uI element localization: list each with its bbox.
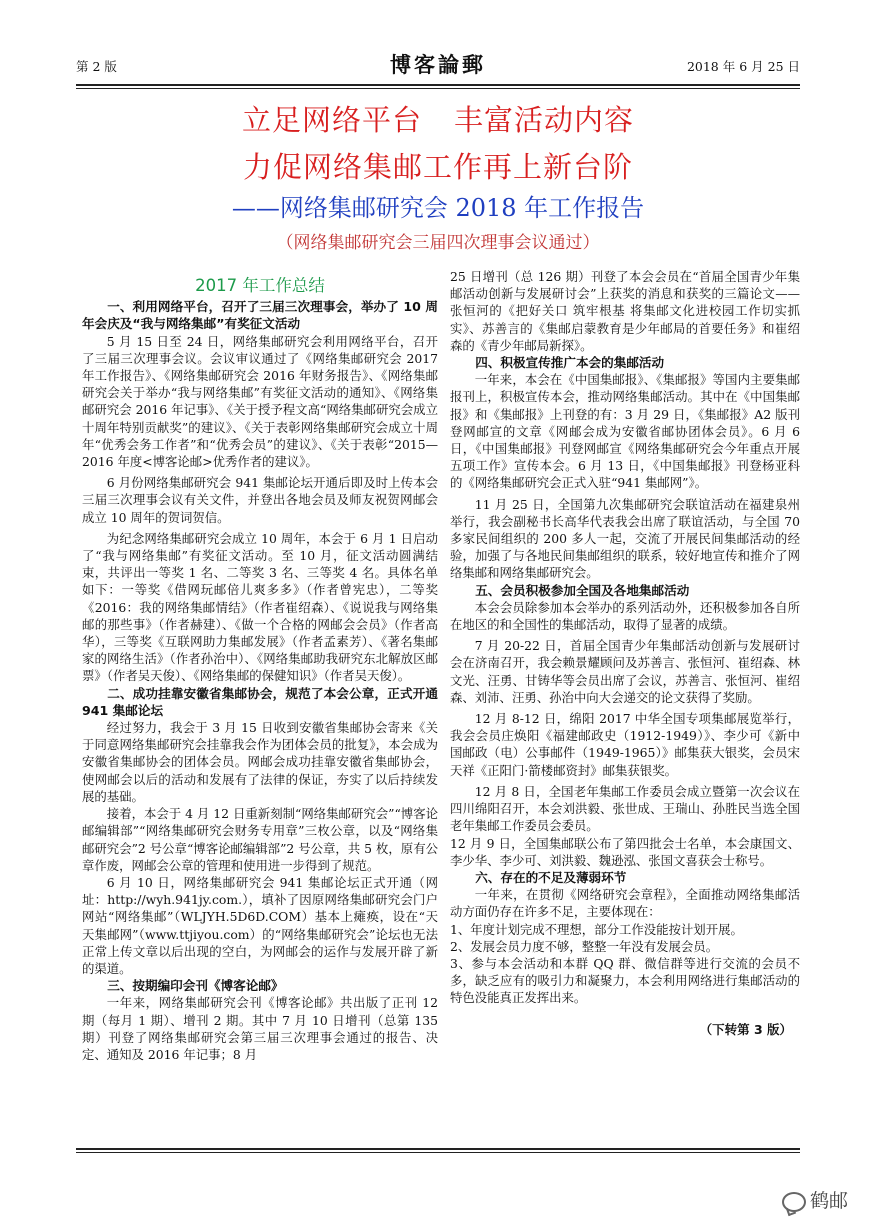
footer-rule-thin [76, 1152, 800, 1153]
footer-rule [76, 1148, 800, 1150]
heading-5: 五、会员积极参加全国及各地集邮活动 [475, 582, 690, 598]
header-rule-thin [76, 88, 800, 89]
paragraph: 一年来，在贯彻《网络研究会章程》，全面推动网络集邮活动方面仍存在许多不足，主要体现在： [450, 887, 800, 920]
heading-2: 二、成功挂靠安徽省集邮协会，规范了本会公章，正式开通 941 集邮论坛 [82, 685, 438, 718]
paragraph: 12 月 9 日，全国集邮联公布了第四批会士名单，本会康国文、李少华、李少可、刘洪毅、魏逊泓、张国文喜获会士称号。 [450, 835, 800, 868]
paragraph: 12 月 8-12 日，绵阳 2017 中华全国专项集邮展览举行，我会会员庄焕阳《福建邮政史（1912-1949）》、李少可《新中国邮政（电）公事邮件（1949-1965）》邮集获大银奖，会员宋天祥《正阳门·箭楼邮资封》邮集获银奖。 [450, 711, 800, 778]
headline-note: （网络集邮研究会三届四次理事会议通过） [276, 233, 600, 253]
left-column [82, 275, 438, 1063]
headline-part-b: 丰富活动内容 [454, 103, 635, 137]
paragraph: 25 日增刊（总 126 期）刊登了本会会员在“首届全国青少年集邮活动创新与发展研讨会”上获奖的消息和获奖的三篇论文——张恒河的《把好关口 筑牢根基 将集邮文化进校园工作切实抓实》、苏善言的《集邮启蒙教育是少年邮局的首要任务》和崔绍森的《青少年邮局新探》。 [450, 269, 800, 353]
paragraph: 经过努力，我会于 3 月 15 日收到安徽省集邮协会寄来《关于同意网络集邮研究会挂靠我会作为团体会员的批复》，本会成为安徽省集邮协会的团体会员。网邮会成功挂靠安徽省集邮协会，使网邮会以后的活动和发展有了法律的保证，夯实了以后持续发展的基础。 [82, 720, 438, 804]
section-title: 2017 年工作总结 [195, 276, 325, 295]
heading-3: 三、按期编印会刊《博客论邮》 [107, 978, 284, 994]
masthead-logo: 博客論郵 [390, 52, 486, 77]
paragraph: 6 月 10 日，网络集邮研究会 941 集邮论坛正式开通（网址：http://wyh.941jy.com.），填补了因原网络集邮研究会门户网站“网络集邮”（WLJYH.5D6D.COM）基本上瘫痪，设在“天天集邮网”（www.ttjiyou.com）的“网络集邮研究会”论坛也无法正常上传文章以后出现的空白，为网邮会的运作与发展开辟了新的渠道。 [82, 874, 438, 976]
heading-4: 四、积极宣传推广本会的集邮活动 [475, 355, 665, 371]
paragraph: 11 月 25 日，全国第九次集邮研究会联谊活动在福建泉州举行，我会副秘书长高华代表我会出席了联谊活动，与全国 70 多家民间组织的 200 多人一起，交流了开展民间集邮活动的经验，加强了与各地民间集邮组织的联系，较好地宣传和推介了网络集邮和网络集邮研究会。 [450, 496, 800, 581]
headline-line-1 [76, 98, 800, 139]
paragraph: 接着，本会于 4 月 12 日重新刻制“网络集邮研究会”“博客论邮编辑部”“网络集邮研究会财务专用章”三枚公章，以及“网络集邮研究会”2 号公章“博客论邮编辑部”2 号公章，共 5 枚，原有公章作废，网邮会公章的管理和使用进一步得到了规范。 [82, 806, 438, 873]
paragraph: 一年来，网络集邮研究会刊《博客论邮》共出版了正刊 12 期（每月 1 期）、增刊 2 期。其中 7 月 10 日增刊（总第 135 期）刊登了网络集邮研究会第三届三次理事会通过的报告、决定、通知及 2016 年记事；8 月 [82, 995, 438, 1062]
chat-bubble-icon [782, 1192, 806, 1212]
heading-1: 一、利用网络平台，召开了三届三次理事会，举办了 10 周年会庆及“我与网络集邮”有奖征文活动 [82, 299, 438, 332]
continued-note: （下转第 3 版） [699, 1021, 792, 1037]
headline-line-2: 力促网络集邮工作再上新台阶 [242, 150, 633, 184]
right-column [450, 268, 800, 1038]
paragraph: 7 月 20-22 日，首届全国青少年集邮活动创新与发展研讨会在济南召开，我会赖景耀顾问及苏善言、张恒河、崔绍森、林文光、汪勇、甘铸华等会员出席了会议，苏善言、张恒河、崔绍森、刘沛、汪勇、孙治中向大会递交的论文获得了奖励。 [450, 638, 800, 705]
paragraph: 为纪念网络集邮研究会成立 10 周年，本会于 6 月 1 日启动了“我与网络集邮”有奖征文活动。至 10 月，征文活动圆满结束，共评出一等奖 1 名、二等奖 3 名、三等奖 4 名。具体名单如下：一等奖《借网玩邮倍儿爽多多》（作者曾宪忠），二等奖《2016：我的网络集邮情结》（作者崔绍森）、《说说我与网络集邮的那些事》（作者赫建）、《做一个合格的网邮会会员》（作者高华），三等奖《互联网助力集邮发展》（作者孟素芳）、《著名集邮家的网络生活》（作者孙治中）、《网络集邮助我研究东北解放区邮票》（作者吴天俊）、《网络集邮的保健知识》（作者吴天俊）。 [82, 530, 438, 684]
header-rule [76, 84, 800, 86]
paragraph: 12 月 8 日，全国老年集邮工作委员会成立暨第一次会议在四川绵阳召开，本会刘洪毅、张世成、王瑞山、孙胜民当选全国老年集邮工作委员会委员。 [450, 783, 800, 834]
edition-number: 第 2 版 [76, 59, 117, 74]
list-item: 2、发展会员力度不够，整整一年没有发展会员。 [450, 938, 719, 954]
watermark [782, 1186, 848, 1213]
paragraph: 一年来，本会在《中国集邮报》、《集邮报》等国内主要集邮报刊上，积极宣传本会，推动网络集邮活动。其中在《中国集邮报》和《集邮报》上刊登的有：3 月 29 日，《集邮报》A2 版刊登网邮宣的文章《网邮会成为安徽省邮协团体会员》。6 月 6 日，《中国集邮报》刊登网邮宣《网络集邮研究会今年重点开展五项工作》宣传本会。6 月 13 日，《中国集邮报》刊登杨亚科的《网络集邮研究会正式入驻“941 集邮网”》。 [450, 372, 800, 491]
watermark-text: 鹤邮 [809, 1190, 848, 1212]
list-item: 1、年度计划完成不理想，部分工作没能按计划开展。 [450, 921, 743, 937]
paragraph: 5 月 15 日至 24 日，网络集邮研究会利用网络平台，召开了三届三次理事会议。会议审议通过了《网络集邮研究会 2017 年工作报告》、《网络集邮研究会 2016 年财务报告》、《网络集邮研究会关于举办“我与网络集邮”有奖征文活动的通知》、《网络集邮研究会 2016 年记事》、《关于授予程文高“网络集邮研究会成立十周年特别贡献奖”的建议》、《关于表彰网络集邮研究会成立十周年“优秀会务工作者”和“优秀会员”的建议》、《关于表彰“2015—2016 年度<博客论邮>优秀作者的建议》。 [82, 333, 438, 470]
heading-6: 六、存在的不足及薄弱环节 [475, 869, 627, 885]
paragraph: 本会会员除参加本会举办的系列活动外，还积极参加各自所在地区的和全国性的集邮活动，取得了显著的成绩。 [450, 599, 800, 633]
issue-date: 2018 年 6 月 25 日 [686, 59, 800, 74]
page-header [76, 52, 800, 85]
headline-subtitle: ——网络集邮研究会 2018 年工作报告 [231, 194, 645, 222]
headline-part-a: 立足网络平台 [241, 103, 422, 137]
list-item: 3、参与本会活动和本群 QQ 群、微信群等进行交流的会员不多，缺乏应有的吸引力和凝聚力，本会利用网络进行集邮活动的特色没能真正发挥出来。 [450, 955, 800, 1006]
paragraph: 6 月份网络集邮研究会 941 集邮论坛开通后即及时上传本会三届三次理事会议有关文件，并登出各地会员及师友祝贺网邮会成立 10 周年的贺词贺信。 [82, 475, 438, 525]
